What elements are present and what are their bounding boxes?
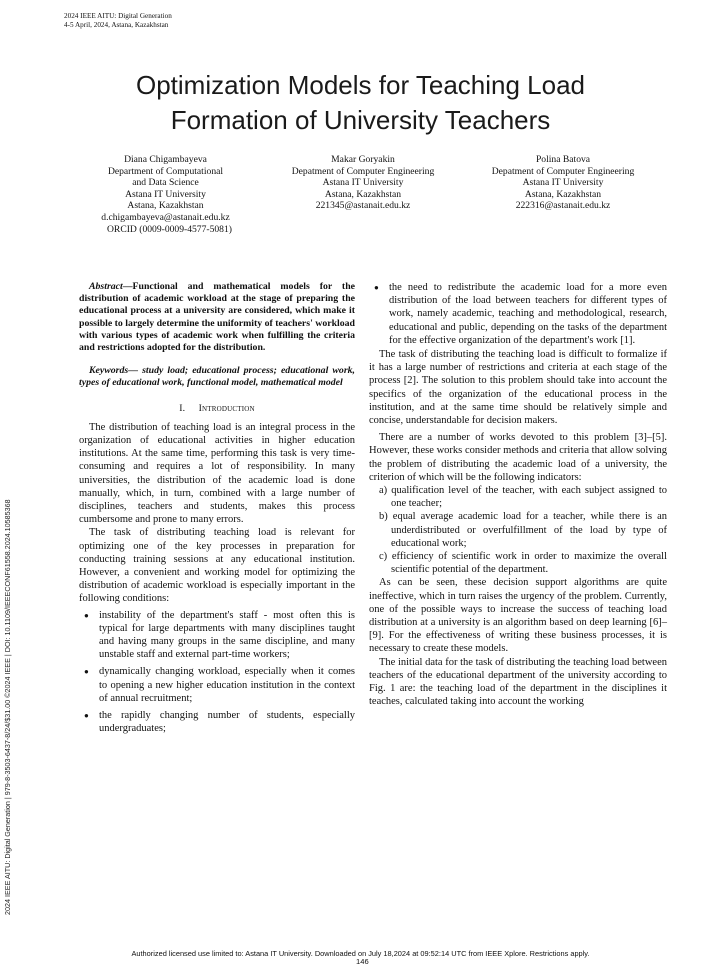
conference-name: 2024 IEEE AITU: Digital Generation — [64, 12, 172, 20]
doi-sidebar: 2024 IEEE AITU: Digital Generation | 979-8-3503-6437-8/24/$31.00 ©2024 IEEE | DOI: 10.1109/IEEECONF61558.2024.10585368 — [3, 499, 12, 915]
author-2 — [268, 154, 458, 212]
list-item: a) qualification level of the teacher, with each subject assigned to one teacher; — [379, 485, 667, 510]
left-column — [79, 281, 355, 740]
author-department: Depatment of Computer Engineering — [291, 165, 435, 177]
author-orcid: ORCID (0009-0009-4577-5081) — [107, 223, 232, 235]
author-university: Astana IT University — [522, 177, 604, 189]
conditions-list-cont — [369, 281, 667, 347]
criteria-list — [369, 484, 667, 576]
author-email: 222316@astanait.edu.kz — [515, 200, 611, 212]
author-location: Astana, Kazakhstan — [524, 188, 602, 200]
author-department: Depatment of Computer Engineering — [491, 165, 635, 177]
conditions-list — [79, 609, 355, 736]
author-department: Department of Computational — [107, 165, 224, 177]
author-location: Astana, Kazakhstan — [127, 200, 204, 212]
body-paragraph: There are a number of works devoted to this problem [3]–[5]. However, these works consider methods and criteria that allow solving the problem of distributing the academic load of a university, the criterion of which will be the following indicators: — [369, 432, 667, 483]
author-university: Astana IT University — [125, 188, 206, 200]
author-name: Polina Batova — [535, 154, 591, 165]
paper-title-line-1: Optimization Models for Teaching Load — [136, 70, 585, 100]
body-paragraph: As can be seen, these decision support algorithms are quite ineffective, which in turn raises the urgency of the problem. Currently, one of the possible ways to increase the success of teaching load distribution at a university is an algorithm based on deep learning [6]–[9]. For the effectiveness of writing these business processes, it is necessary to create these models. — [369, 577, 667, 655]
list-item: ● the need to redistribute the academic load for a more even distribution of the load between teachers for different types of work, namely academic, teaching and methodological, research, educational and public, depending on the tasks of the department for the effective organization of the department's work [1]. — [369, 281, 667, 347]
body-paragraph: The distribution of teaching load is an integral process in the organization of educational activities in higher education institutions. At the same time, performing this task is very time-consuming and requires a lot of responsibility. In many universities, the distribution of the academic load is done manually, which, in turn, combined with a large number of disciplines, teachers and students, makes this process cumbersome and prone to many errors. — [79, 421, 355, 526]
author-name: Diana Chigambayeva — [124, 154, 207, 165]
conference-date-location: 4-5 April, 2024, Astana, Kazakhstan — [64, 21, 169, 29]
conference-header — [64, 12, 172, 30]
list-item: c) efficiency of scientific work in order to maximize the overall scientific potential of the department. — [379, 551, 667, 576]
body-paragraph: The initial data for the task of distributing the teaching load between teachers of the educational department of the university according to Fig. 1 are: the teaching load of the department in the disciplines it teaches, calculated taking into account the working — [369, 656, 667, 708]
author-1 — [78, 154, 253, 235]
list-item: ● instability of the department's staff - most often this is typical for large departments with many disciplines taught and having many groups in the same discipline, and many unstable staff and external part-time workers; — [79, 609, 355, 662]
author-email: d.chigambayeva@astanait.edu.kz — [101, 211, 230, 223]
author-3 — [468, 154, 658, 212]
page-number: 146 — [356, 957, 369, 966]
abstract — [79, 281, 355, 354]
body-paragraph: The task of distributing the teaching load is difficult to formalize if it has a large number of restrictions and criteria at each stage of the process [2]. The solution to this problem should take into account the specifics of the organization of the educational process in the institution, and at the same time should be relatively simple and concise, understandable for decision makers. — [369, 349, 667, 427]
author-department-cont: and Data Science — [132, 177, 199, 189]
right-column — [369, 281, 667, 709]
list-item: b) equal average academic load for a teacher, while there is an underdistributed or overfulfillment of the load by type of educational work; — [379, 511, 667, 549]
keywords-text: — study load; educational process; educational work, types of educational work, functional model, mathematical model — [79, 365, 355, 389]
abstract-text: —Functional and mathematical models for the distribution of academic workload at the stage of preparing the educational process at a university are considered, which make it possible to largely determine the uniformity of teachers' workload with various types of academic work when fulfilling the criteria and restrictions adopted for the distribution. — [79, 281, 355, 354]
author-university: Astana IT University — [322, 177, 404, 189]
license-footer: Authorized licensed use limited to: Astana IT University. Downloaded on July 18,2024 at 09:52:14 UTC from IEEE Xplore. Restrictions apply. — [131, 949, 590, 958]
paper-title — [0, 68, 721, 138]
keywords — [79, 365, 355, 389]
author-location: Astana, Kazakhstan — [324, 188, 402, 200]
body-paragraph: The task of distributing teaching load is relevant for optimizing one of the key processes in preparation for conducting training sessions at any educational institution. However, a convenient and working model for optimizing the distribution of academic workload is especially important in the following conditions: — [79, 527, 355, 605]
list-item: ● the rapidly changing number of students, especially undergraduates; — [79, 709, 355, 735]
section-heading — [79, 402, 355, 415]
keywords-label: Keywords — [89, 365, 129, 377]
author-email: 221345@astanait.edu.kz — [315, 200, 411, 212]
paper-title-line-2: Formation of University Teachers — [170, 105, 551, 135]
author-name: Makar Goryakin — [331, 154, 395, 165]
list-item: ● dynamically changing workload, especially when it comes to opening a new higher education institution in the context of annual recruitment; — [79, 665, 355, 705]
section-title: Introduction — [198, 402, 255, 414]
section-number: I. — [179, 402, 186, 414]
abstract-label: Abstract — [89, 281, 123, 292]
